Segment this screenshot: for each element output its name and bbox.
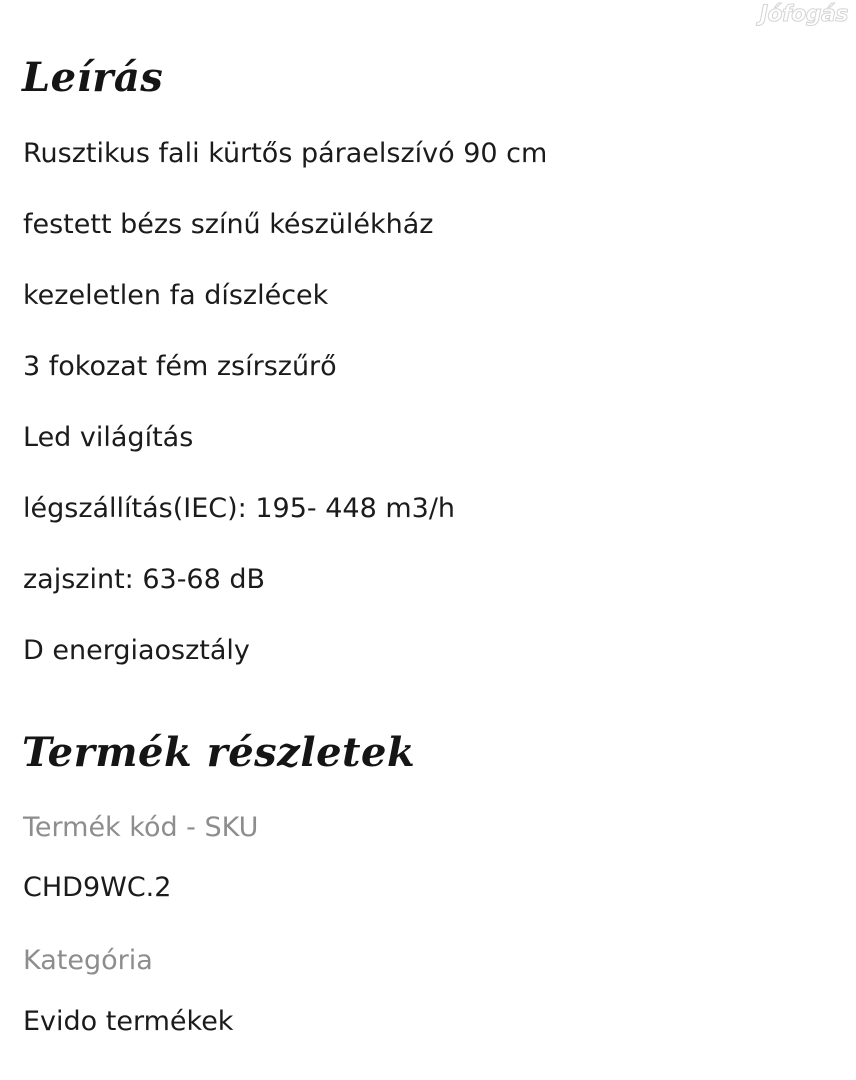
product-details-heading: Termék részletek <box>22 729 416 776</box>
description-heading: Leírás <box>22 54 164 101</box>
description-line: D energiaosztály <box>23 635 250 666</box>
description-line: festett bézs színű készülékház <box>23 209 434 240</box>
description-line: légszállítás(IEC): 195- 448 m3/h <box>23 493 456 524</box>
description-line: kezeletlen fa díszlécek <box>23 280 329 311</box>
sku-label: Termék kód - SKU <box>23 812 259 843</box>
description-list <box>23 130 547 698</box>
description-line: Rusztikus fali kürtős páraelszívó 90 cm <box>23 138 548 169</box>
sku-value: CHD9WC.2 <box>23 872 172 903</box>
jofogas-watermark-logo: Jófogás <box>759 2 848 27</box>
description-line: 3 fokozat fém zsírszűrő <box>23 351 337 382</box>
category-value: Evido termékek <box>23 1006 234 1037</box>
description-line: Led világítás <box>23 422 194 453</box>
description-line: zajszint: 63-68 dB <box>23 564 266 595</box>
category-label: Kategória <box>23 945 153 976</box>
